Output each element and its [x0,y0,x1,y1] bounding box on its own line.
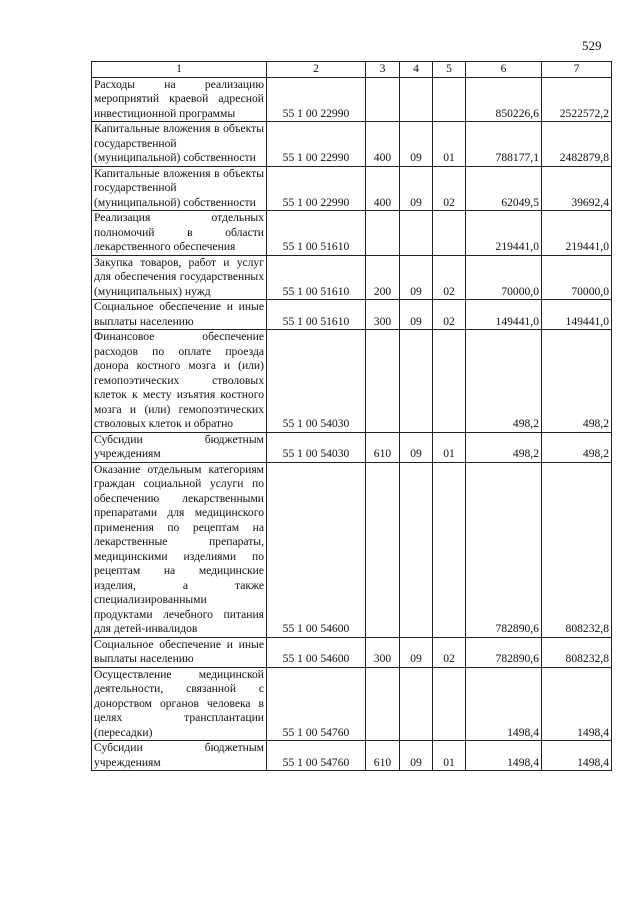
subsection-code: 01 [433,741,466,771]
target-article-code: 55 1 00 54030 [267,432,366,462]
table-row [92,122,612,167]
amount-col6: 498,2 [466,432,542,462]
section-code [400,211,433,256]
table-row [92,300,612,330]
column-header: 6 [466,62,542,78]
subsection-code [433,462,466,637]
column-header: 3 [366,62,400,78]
subsection-code [433,667,466,741]
row-description: Закупка товаров, работ и услуг для обеспечения государственных (муниципальных) нужд [92,255,267,300]
amount-col6: 1498,4 [466,741,542,771]
section-code [400,330,433,433]
amount-col7: 219441,0 [542,211,612,256]
expense-type-code: 610 [366,741,400,771]
section-code [400,667,433,741]
expense-type-code: 300 [366,300,400,330]
row-description: Капитальные вложения в объекты государственной (муниципальной) собственности [92,122,267,167]
table-row [92,77,612,122]
row-description: Социальное обеспечение и иные выплаты населению [92,637,267,667]
table-row [92,211,612,256]
amount-col6: 219441,0 [466,211,542,256]
table-row [92,330,612,433]
table-row [92,432,612,462]
amount-col7: 70000,0 [542,255,612,300]
amount-col6: 788177,1 [466,122,542,167]
expense-type-code: 200 [366,255,400,300]
subsection-code [433,211,466,256]
amount-col7: 2522572,2 [542,77,612,122]
section-code: 09 [400,255,433,300]
expense-type-code [366,667,400,741]
row-description: Оказание отдельным категориям граждан социальной услуги по обеспечению лекарственными препаратами для медицинского применения по рецептам на лекарственные препараты, медицинскими изделиями по рецептам на медицинские изделия, а также специализированными продуктами лечебного питания для детей-инвалидов [92,462,267,637]
section-code: 09 [400,637,433,667]
expense-type-code [366,77,400,122]
section-code: 09 [400,122,433,167]
section-code [400,462,433,637]
amount-col6: 850226,6 [466,77,542,122]
row-description: Субсидии бюджетным учреждениям [92,432,267,462]
target-article-code: 55 1 00 22990 [267,77,366,122]
target-article-code: 55 1 00 51610 [267,255,366,300]
target-article-code: 55 1 00 54600 [267,637,366,667]
table-row [92,637,612,667]
target-article-code: 55 1 00 51610 [267,300,366,330]
target-article-code: 55 1 00 54030 [267,330,366,433]
subsection-code: 02 [433,166,466,211]
expense-type-code [366,330,400,433]
row-description: Финансовое обеспечение расходов по оплате проезда донора костного мозга и (или) гемопоэтических стволовых клеток к месту изъятия костного мозга и (или) гемопоэтических стволовых клеток и обратно [92,330,267,433]
table-row [92,741,612,771]
table-row [92,462,612,637]
subsection-code: 02 [433,255,466,300]
header-row [92,62,612,78]
row-description: Реализация отдельных полномочий в области лекарственного обеспечения [92,211,267,256]
column-header: 7 [542,62,612,78]
page-number: 529 [582,38,602,53]
amount-col6: 1498,4 [466,667,542,741]
target-article-code: 55 1 00 54760 [267,741,366,771]
budget-table [91,61,612,771]
section-code: 09 [400,741,433,771]
amount-col6: 149441,0 [466,300,542,330]
amount-col7: 808232,8 [542,462,612,637]
amount-col7: 1498,4 [542,667,612,741]
table-row [92,255,612,300]
column-header: 2 [267,62,366,78]
amount-col6: 782890,6 [466,462,542,637]
expense-type-code: 400 [366,166,400,211]
subsection-code [433,77,466,122]
expense-type-code [366,462,400,637]
subsection-code: 02 [433,637,466,667]
target-article-code: 55 1 00 54760 [267,667,366,741]
expense-type-code: 610 [366,432,400,462]
target-article-code: 55 1 00 22990 [267,166,366,211]
amount-col6: 70000,0 [466,255,542,300]
amount-col6: 62049,5 [466,166,542,211]
amount-col7: 498,2 [542,330,612,433]
section-code: 09 [400,432,433,462]
expense-type-code: 400 [366,122,400,167]
amount-col7: 149441,0 [542,300,612,330]
target-article-code: 55 1 00 51610 [267,211,366,256]
row-description: Осуществление медицинской деятельности, связанной с донорством органов человека в целях трансплантации (пересадки) [92,667,267,741]
amount-col6: 782890,6 [466,637,542,667]
column-header: 4 [400,62,433,78]
target-article-code: 55 1 00 54600 [267,462,366,637]
row-description: Субсидии бюджетным учреждениям [92,741,267,771]
amount-col7: 39692,4 [542,166,612,211]
subsection-code: 01 [433,122,466,167]
amount-col7: 1498,4 [542,741,612,771]
amount-col7: 808232,8 [542,637,612,667]
amount-col6: 498,2 [466,330,542,433]
row-description: Расходы на реализацию мероприятий краевой адресной инвестиционной программы [92,77,267,122]
column-header: 5 [433,62,466,78]
row-description: Капитальные вложения в объекты государственной (муниципальной) собственности [92,166,267,211]
section-code [400,77,433,122]
table-row [92,166,612,211]
column-header: 1 [92,62,267,78]
expense-type-code: 300 [366,637,400,667]
target-article-code: 55 1 00 22990 [267,122,366,167]
subsection-code [433,330,466,433]
amount-col7: 498,2 [542,432,612,462]
amount-col7: 2482879,8 [542,122,612,167]
subsection-code: 02 [433,300,466,330]
section-code: 09 [400,166,433,211]
row-description: Социальное обеспечение и иные выплаты населению [92,300,267,330]
expense-type-code [366,211,400,256]
table-row [92,667,612,741]
section-code: 09 [400,300,433,330]
subsection-code: 01 [433,432,466,462]
